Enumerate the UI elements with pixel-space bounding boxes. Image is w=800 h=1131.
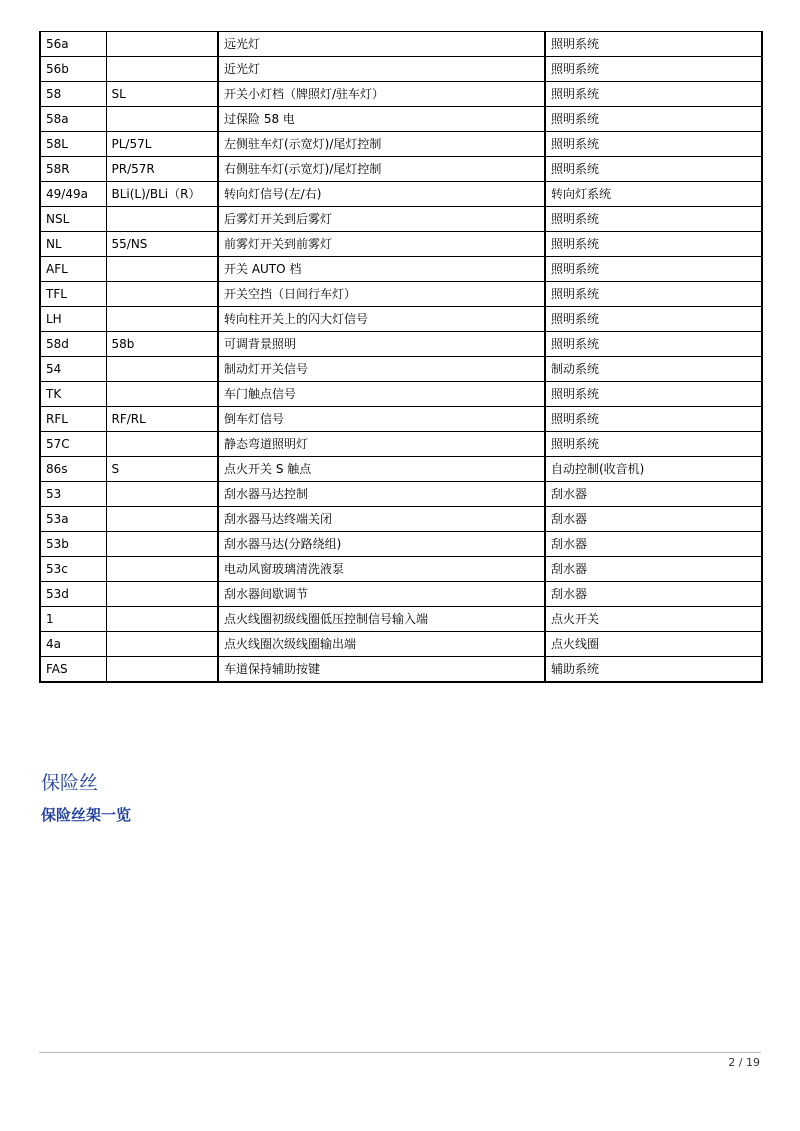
cell-system: 照明系统 xyxy=(545,107,762,132)
cell-alt-terminal xyxy=(106,507,218,532)
cell-description: 点火线圈次级线圈输出端 xyxy=(218,632,545,657)
terminal-table xyxy=(39,31,763,683)
cell-alt-terminal: 55/NS xyxy=(106,232,218,257)
cell-description: 刮水器马达(分路绕组) xyxy=(218,532,545,557)
cell-description: 静态弯道照明灯 xyxy=(218,432,545,457)
cell-terminal: 58R xyxy=(40,157,106,182)
cell-system: 照明系统 xyxy=(545,432,762,457)
cell-alt-terminal xyxy=(106,607,218,632)
cell-system: 照明系统 xyxy=(545,307,762,332)
cell-alt-terminal xyxy=(106,582,218,607)
cell-description: 车门触点信号 xyxy=(218,382,545,407)
table-row xyxy=(40,632,762,657)
cell-description: 刮水器马达控制 xyxy=(218,482,545,507)
table-row xyxy=(40,607,762,632)
cell-alt-terminal xyxy=(106,32,218,57)
cell-system: 照明系统 xyxy=(545,257,762,282)
cell-description: 左侧驻车灯(示宽灯)/尾灯控制 xyxy=(218,132,545,157)
cell-system: 照明系统 xyxy=(545,57,762,82)
table-row xyxy=(40,282,762,307)
cell-terminal: TFL xyxy=(40,282,106,307)
table-row xyxy=(40,382,762,407)
cell-system: 刮水器 xyxy=(545,507,762,532)
table-row xyxy=(40,507,762,532)
cell-description: 电动风窗玻璃清洗液泵 xyxy=(218,557,545,582)
cell-alt-terminal xyxy=(106,382,218,407)
cell-description: 近光灯 xyxy=(218,57,545,82)
cell-description: 右侧驻车灯(示宽灯)/尾灯控制 xyxy=(218,157,545,182)
cell-terminal: 56a xyxy=(40,32,106,57)
cell-terminal: NL xyxy=(40,232,106,257)
table-row xyxy=(40,557,762,582)
cell-alt-terminal xyxy=(106,482,218,507)
cell-description: 刮水器马达终端关闭 xyxy=(218,507,545,532)
cell-description: 制动灯开关信号 xyxy=(218,357,545,382)
cell-alt-terminal xyxy=(106,532,218,557)
table-row xyxy=(40,107,762,132)
cell-system: 制动系统 xyxy=(545,357,762,382)
cell-terminal: 57C xyxy=(40,432,106,457)
cell-alt-terminal: RF/RL xyxy=(106,407,218,432)
cell-system: 刮水器 xyxy=(545,557,762,582)
cell-terminal: 53a xyxy=(40,507,106,532)
table-row xyxy=(40,207,762,232)
cell-terminal: 54 xyxy=(40,357,106,382)
cell-system: 照明系统 xyxy=(545,332,762,357)
table-row xyxy=(40,57,762,82)
table-row xyxy=(40,157,762,182)
cell-system: 照明系统 xyxy=(545,232,762,257)
table-row xyxy=(40,432,762,457)
table-row xyxy=(40,232,762,257)
table-row xyxy=(40,182,762,207)
cell-terminal: TK xyxy=(40,382,106,407)
cell-description: 点火线圈初级线圈低压控制信号输入端 xyxy=(218,607,545,632)
cell-system: 照明系统 xyxy=(545,382,762,407)
cell-terminal: 53d xyxy=(40,582,106,607)
cell-system: 照明系统 xyxy=(545,132,762,157)
table-row xyxy=(40,582,762,607)
table-row xyxy=(40,257,762,282)
footer-divider xyxy=(39,1052,761,1053)
cell-description: 前雾灯开关到前雾灯 xyxy=(218,232,545,257)
table-row xyxy=(40,457,762,482)
cell-description: 后雾灯开关到后雾灯 xyxy=(218,207,545,232)
cell-system: 照明系统 xyxy=(545,282,762,307)
table-row xyxy=(40,407,762,432)
cell-description: 点火开关 S 触点 xyxy=(218,457,545,482)
cell-description: 转向灯信号(左/右) xyxy=(218,182,545,207)
cell-terminal: 56b xyxy=(40,57,106,82)
cell-system: 转向灯系统 xyxy=(545,182,762,207)
cell-system: 照明系统 xyxy=(545,207,762,232)
cell-description: 开关 AUTO 档 xyxy=(218,257,545,282)
cell-alt-terminal xyxy=(106,282,218,307)
cell-system: 刮水器 xyxy=(545,482,762,507)
cell-alt-terminal xyxy=(106,107,218,132)
cell-description: 可调背景照明 xyxy=(218,332,545,357)
cell-terminal: 49/49a xyxy=(40,182,106,207)
cell-system: 照明系统 xyxy=(545,157,762,182)
cell-alt-terminal xyxy=(106,632,218,657)
cell-terminal: 58d xyxy=(40,332,106,357)
cell-terminal: AFL xyxy=(40,257,106,282)
table-row xyxy=(40,657,762,683)
cell-system: 照明系统 xyxy=(545,32,762,57)
cell-description: 过保险 58 电 xyxy=(218,107,545,132)
cell-alt-terminal: 58b xyxy=(106,332,218,357)
section-subtitle: 保险丝架一览 xyxy=(41,806,132,824)
table-row xyxy=(40,332,762,357)
cell-terminal: 86s xyxy=(40,457,106,482)
table-row xyxy=(40,82,762,107)
cell-alt-terminal xyxy=(106,257,218,282)
cell-alt-terminal xyxy=(106,207,218,232)
cell-terminal: LH xyxy=(40,307,106,332)
cell-terminal: NSL xyxy=(40,207,106,232)
cell-description: 刮水器间歇调节 xyxy=(218,582,545,607)
cell-description: 远光灯 xyxy=(218,32,545,57)
cell-description: 车道保持辅助按键 xyxy=(218,657,545,683)
cell-terminal: 53 xyxy=(40,482,106,507)
table-row xyxy=(40,532,762,557)
table-row xyxy=(40,482,762,507)
table-row xyxy=(40,132,762,157)
table-row xyxy=(40,357,762,382)
cell-terminal: 58a xyxy=(40,107,106,132)
terminal-table-body xyxy=(40,32,762,683)
cell-description: 开关小灯档（牌照灯/驻车灯） xyxy=(218,82,545,107)
cell-description: 倒车灯信号 xyxy=(218,407,545,432)
cell-terminal: 53c xyxy=(40,557,106,582)
cell-description: 转向柱开关上的闪大灯信号 xyxy=(218,307,545,332)
cell-system: 点火线圈 xyxy=(545,632,762,657)
cell-terminal: 58L xyxy=(40,132,106,157)
cell-terminal: 58 xyxy=(40,82,106,107)
cell-alt-terminal xyxy=(106,557,218,582)
cell-alt-terminal: PR/57R xyxy=(106,157,218,182)
table-row xyxy=(40,32,762,57)
cell-alt-terminal xyxy=(106,307,218,332)
cell-description: 开关空挡（日间行车灯） xyxy=(218,282,545,307)
cell-system: 照明系统 xyxy=(545,407,762,432)
cell-system: 刮水器 xyxy=(545,532,762,557)
cell-terminal: RFL xyxy=(40,407,106,432)
cell-alt-terminal: S xyxy=(106,457,218,482)
cell-terminal: 53b xyxy=(40,532,106,557)
cell-system: 刮水器 xyxy=(545,582,762,607)
cell-alt-terminal xyxy=(106,57,218,82)
cell-system: 自动控制(收音机) xyxy=(545,457,762,482)
cell-alt-terminal: BLi(L)/BLi（R） xyxy=(106,182,218,207)
cell-system: 辅助系统 xyxy=(545,657,762,683)
cell-system: 照明系统 xyxy=(545,82,762,107)
cell-alt-terminal xyxy=(106,357,218,382)
page-number: 2 / 19 xyxy=(728,1056,760,1069)
section-title: 保险丝 xyxy=(41,772,99,794)
cell-alt-terminal xyxy=(106,657,218,683)
cell-alt-terminal: PL/57L xyxy=(106,132,218,157)
cell-system: 点火开关 xyxy=(545,607,762,632)
table-row xyxy=(40,307,762,332)
cell-alt-terminal xyxy=(106,432,218,457)
cell-alt-terminal: SL xyxy=(106,82,218,107)
cell-terminal: 1 xyxy=(40,607,106,632)
cell-terminal: 4a xyxy=(40,632,106,657)
cell-terminal: FAS xyxy=(40,657,106,683)
